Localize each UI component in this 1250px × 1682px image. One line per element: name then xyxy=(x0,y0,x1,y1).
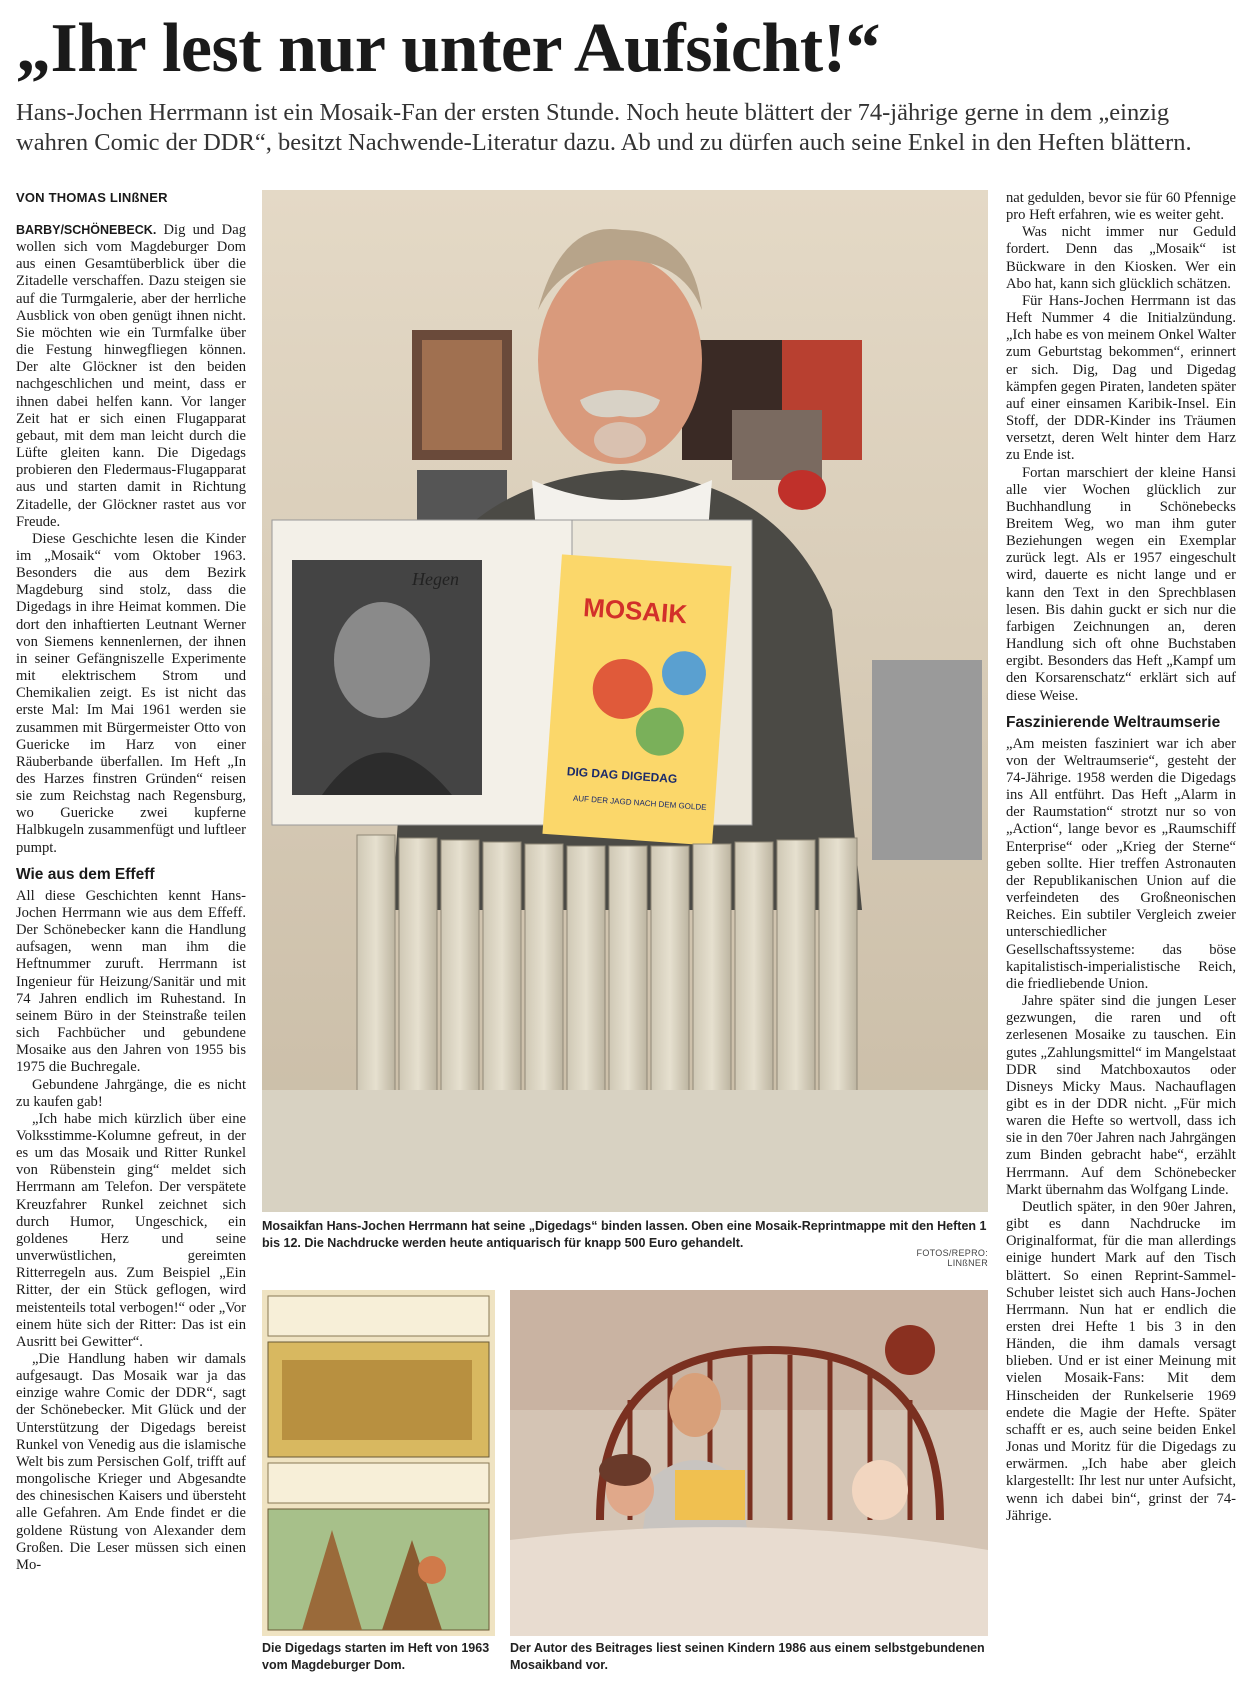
comic-logo: MOSAIK xyxy=(582,592,689,630)
family-photo-illustration xyxy=(510,1290,988,1636)
paragraph: Was nicht immer nur Geduld fordert. Denn das „Mosaik“ ist Bückware in den Kiosken. Wer ein Abo hat, kann sich glücklich schätzen. xyxy=(1006,224,1236,292)
dateline: BARBY/SCHÖNEBECK. xyxy=(16,223,157,237)
article-column-right xyxy=(1006,190,1236,1677)
family-photo xyxy=(510,1290,988,1636)
deck-subtitle: Hans-Jochen Herrmann ist ein Mosaik-Fan der ersten Stunde. Noch heute blättert der 74-jährige gerne in dem „einzig wahren Comic der DDR“, besitzt Nachwende-Literatur dazu. Ab und zu dürfen auch seine Enkel in den Heften blättern. xyxy=(16,99,1192,156)
comic-panel-illustration xyxy=(262,1290,495,1636)
main-photo-caption: Mosaikfan Hans-Jochen Herrmann hat seine „Digedags“ binden lassen. Oben eine Mosaik-Reprintmappe mit den Heften 1 bis 12. Die Nachdrucke werden heute antiquarisch für knapp 500 Euro gehandelt. xyxy=(262,1219,987,1250)
paragraph xyxy=(16,222,246,531)
paragraph: nat gedulden, bevor sie für 60 Pfennige pro Heft erfahren, wie es weiter geht. xyxy=(1006,190,1236,224)
paragraph: Gebundene Jahrgänge, die es nicht zu kaufen gab! xyxy=(16,1076,246,1110)
paragraph: „Am meisten fasziniert war ich aber von der Weltraumserie“, gesteht der 74-Jährige. 1958 werden die Digedags ins All entführt. Das Heft „Alarm in der Raumstation“ strotzt nur so von „Action“, lange bevor es „Raumschiff Enterprise“ oder „Krieg der Sterne“ geben sollte. Hier treffen Astronauten der Republikanischen Union auf die verfeindeten des Großneonischen Reiches. Ein subtiler Vergleich zweier unterschiedlicher Gesellschaftssysteme: das böse kapitalistisch-imperialistische Reich, die friedliebende Union. xyxy=(1006,735,1236,992)
headline: „Ihr lest nur unter Aufsicht!“ xyxy=(16,10,880,87)
subheading: Faszinierende Weltraumserie xyxy=(1006,713,1221,731)
main-photo-illustration xyxy=(262,190,988,1212)
subheading: Wie aus dem Effeff xyxy=(16,865,155,883)
paragraph-text: Dig und Dag wollen sich vom Magdeburger Dom aus einen Gesamtüberblick über die Zitadelle verschaffen. Dazu steigen sie auf die Turmgalerie, aber der herrliche Ausblick von oben genügt ihnen nicht. Sie möchten wie ein Turmfalke über die Festung hinwegfliegen können. Der alte Glöckner ist den beiden nachgeschlichen und meint, dass er ihnen dabei helfen kann. Vor langer Zeit hat er sich einen Flugapparat gebaut, mit dem man leicht durch die Lüfte gleiten kann. Die Digedags probieren den Fledermaus-Flugapparat aus und starten damit in Richtung Zitadelle, der Glöckner rastet aus vor Freude. xyxy=(16,222,246,530)
paragraph: Für Hans-Jochen Herrmann ist das Heft Nummer 4 die Initialzündung. „Ich habe es von meinem Onkel Walter zum Geburtstag bekommen“, erinnert er sich. Dig, Dag und Digedag kämpfen gegen Piraten, landeten später auf einer einsamen Karibik-Insel. Ein Stoff, der DDR-Kinder ins Träumen versetzt, deren Welt hinter dem Harz zu Ende ist. xyxy=(1006,292,1236,464)
photo-credit: FOTOS/REPRO: LINßNER xyxy=(916,1248,988,1268)
paragraph: Jahre später sind die jungen Leser gezwungen, die raren und oft zerlesenen Mosaike zu tauschen. Ein gutes „Zahlungsmittel“ im Mangelstaat DDR sind Matchboxautos oder Disneys Micky Maus. Nachauflagen gibt es in der DDR nicht. „Für mich waren die Hefte so wertvoll, dass ich sie in den 70er Jahren nach Jahrgängen zum Binden gebracht habe“, erzählt Herrmann. Auf dem Schönebecker Markt übernahm das Wolfgang Linde. xyxy=(1006,993,1236,1198)
paragraph: Diese Geschichte lesen die Kinder im „Mosaik“ vom Oktober 1963. Besonders die aus dem Bezirk Magdeburg sind stolz, dass die Digedags in ihre Heimat kommen. Die dort den inhaftierten Leutnant Werner von Siemens kennenlernen, der ihnen in seiner Gefängniszelle Experimente mit elektrischem Strom und Chemikalien zeigt. Es ist nicht das erste Mal: Im Mai 1961 werden sie zusammen mit Bürgermeister Otto von Guericke im Harz von einer Räuberbande überfallen. Im Heft „In des Harzes finstren Gründen“ reisen sie zum Reichstag nach Regensburg, wo Guericke zwei kupferne Halbkugeln zusammenfügt und luftleer pumpt. xyxy=(16,530,246,856)
paragraph: All diese Geschichten kennt Hans-Jochen Herrmann wie aus dem Effeff. Der Schönebecker kann die Handlung aufsagen, wenn man ihm die Heftnummer zuruft. Herrmann ist Ingenieur für Heizung/Sanitär und mit 74 Jahren endlich im Ruhestand. In seinem Büro in der Steinstraße teilen sich Fachbücher und gebundene Mosaike aus den Jahren von 1955 bis 1975 die Buchregale. xyxy=(16,887,246,1076)
paragraph: Fortan marschiert der kleine Hansi alle vier Wochen glücklich zur Buchhandlung in Schönebecks Breitem Weg, wo man ihm guter Beziehungen wegen ein Exemplar zurück legt. Als er 1957 eingeschult wird, dauerte es nicht lange und er kann den Text in den Sprechblasen lesen. Bis dahin guckt er sich nur die farbigen Zeichnungen an, deren Handlung sich oft ohne Buchstaben ergibt. Besonders das Heft „Kampf um den Korsarenschatz“ erklärt sich auf diese Weise. xyxy=(1006,464,1236,704)
byline: VON THOMAS LINßNER xyxy=(16,190,168,205)
paragraph: „Ich habe mich kürzlich über eine Volksstimme-Kolumne gefreut, in der es um das Mosaik und Ritter Runkel von Rübenstein ging“ meldet sich Herrmann am Telefon. Der verspätete Kreuzfahrer Runkel zeichnet sich durch Humor, Ungeschick, ein goldenes Herz und seine unverwüstlichen, gereimten Ritterregeln aus. Zum Beispiel „Ein Ritter, der ein Stück geflogen, wird meistenteils total verbogen!“ oder „Vor einem hüte sich der Ritter: Das ist ein Ausritt bei Gewitter“. xyxy=(16,1110,246,1350)
family-photo-caption: Der Autor des Beitrages liest seinen Kindern 1986 aus einem selbstgebundenen Mosaikband vor. xyxy=(510,1641,985,1672)
comic-title: DIG DAG DIGEDAG xyxy=(566,764,678,786)
main-photo xyxy=(262,190,988,1212)
article-column-left xyxy=(16,222,246,1677)
paragraph: Deutlich später, in den 90er Jahren, gibt es dann Nachdrucke im Originalformat, für die man allerdings einige hundert Mark auf den Tisch blättert. So einen Reprint-Sammel-Schuber leistet sich auch Hans-Jochen Herrmann. Nun hat er endlich die ersten drei Hefte 1 bis 3 in den Händen, die ihm damals versagt blieben. Und er ist einer Meinung mit vielen Mosaik-Fans: Mit dem Hinscheiden der Runkelserie 1969 endete die Magie der Hefte. Später schafft er es, auch seine beiden Enkel Jonas und Moritz für die Digedags zu erwärmen. „Ich habe aber gleich klargestellt: Ihr lest nur unter Aufsicht, wenn ich dabei bin“, grinst der 74-Jährige. xyxy=(1006,1198,1236,1524)
signature: Hegen xyxy=(412,569,459,589)
comic-subtitle: AUF DER JAGD NACH DEM GOLDE xyxy=(572,793,707,813)
comic-panel-photo xyxy=(262,1290,495,1636)
paragraph: „Die Handlung haben wir damals aufgesaugt. Das Mosaik war ja das einzige wahre Comic der DDR“, sagt der Schönebecker. Mit Glück und der Unterstützung der Digedags bereist Runkel von Venedig aus die islamische Welt bis zum Persischen Golf, trifft auf mongolische Krieger und Abgesandte des chinesischen Kaisers und übersteht alle Gefahren. Am Ende findet er die goldene Rüstung von Alexander dem Großen. Die Leser müssen sich einen Mo- xyxy=(16,1351,246,1573)
comic-panel-caption: Die Digedags starten im Heft von 1963 vom Magdeburger Dom. xyxy=(262,1641,490,1672)
